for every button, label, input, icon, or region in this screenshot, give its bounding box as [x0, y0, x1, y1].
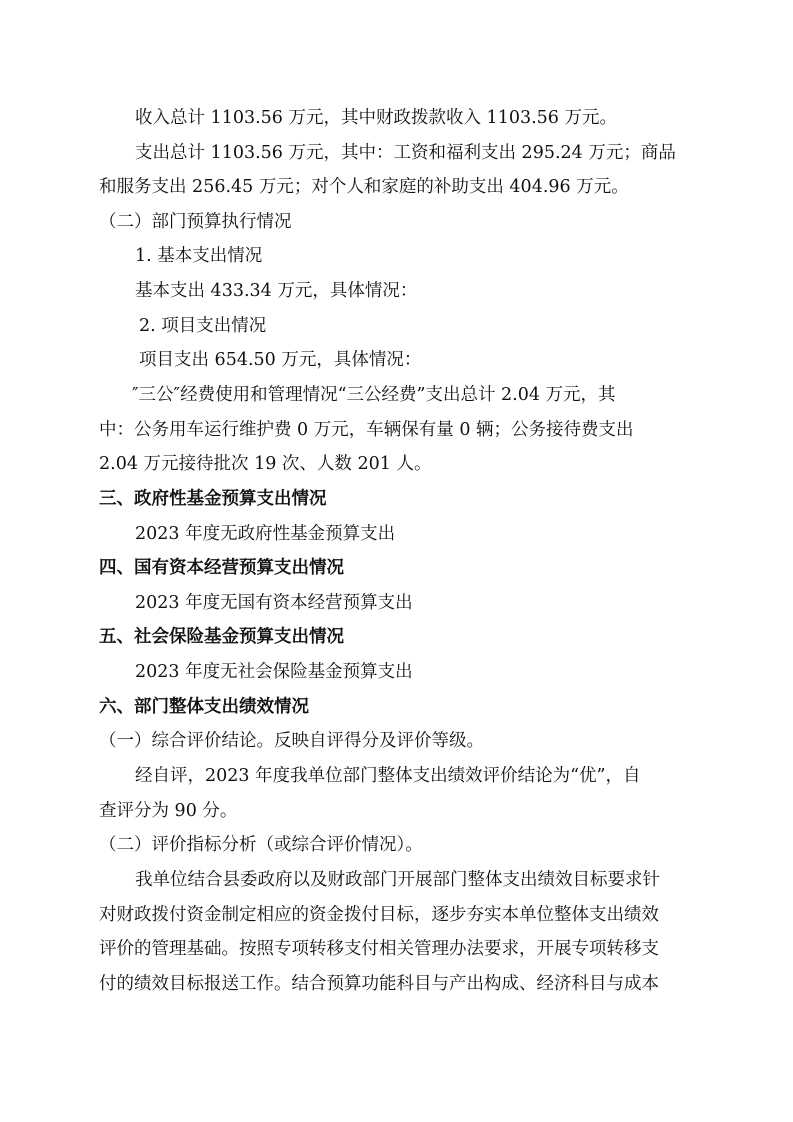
paragraph-line: 中：公务用车运行维护费 0 万元，车辆保有量 0 辆；公务接待费支出 — [99, 420, 634, 440]
paragraph-line: 我单位结合县委政府以及财政部门开展部门整体支出绩效目标要求针 — [135, 870, 660, 890]
paragraph-line: 经自评，2023 年度我单位部门整体支出绩效评价结论为“优”，自 — [135, 766, 641, 786]
subheading: 1. 基本支出情况 — [135, 246, 263, 266]
paragraph-line: 支出总计 1103.56 万元，其中：工资和福利支出 295.24 万元；商品 — [135, 143, 676, 163]
subheading: （二）部门预算执行情况 — [99, 212, 292, 232]
subheading: （二）评价指标分析（或综合评价情况）。 — [99, 835, 423, 855]
paragraph-line: ″三公″经费使用和管理情况“三公经费”支出总计 2.04 万元，其 — [132, 385, 616, 405]
paragraph-line: 2023 年度无国有资本经营预算支出 — [135, 593, 413, 613]
subheading: 2. 项目支出情况 — [139, 316, 267, 336]
section-heading: 三、政府性基金预算支出情况 — [99, 489, 327, 509]
subheading: （一）综合评价结论。反映自评得分及评价等级。 — [99, 731, 484, 751]
section-heading: 六、部门整体支出绩效情况 — [99, 697, 309, 717]
paragraph-line: 基本支出 433.34 万元，具体情况： — [135, 281, 418, 301]
paragraph-line: 2023 年度无政府性基金预算支出 — [135, 524, 396, 544]
paragraph-line: 评价的管理基础。按照专项转移支付相关管理办法要求，开展专项转移支 — [99, 939, 659, 959]
paragraph-line: 2.04 万元接待批次 19 次、人数 201 人。 — [99, 454, 432, 474]
section-heading: 五、社会保险基金预算支出情况 — [99, 627, 344, 647]
paragraph-line: 和服务支出 256.45 万元；对个人和家庭的补助支出 404.96 万元。 — [99, 177, 629, 197]
paragraph-line: 查评分为 90 分。 — [99, 801, 238, 821]
paragraph-line: 项目支出 654.50 万元，具体情况： — [139, 350, 422, 370]
section-heading: 四、国有资本经营预算支出情况 — [99, 558, 344, 578]
paragraph-line: 对财政拨付资金制定相应的资金拨付目标，逐步夯实本单位整体支出绩效 — [99, 905, 659, 925]
paragraph-line: 收入总计 1103.56 万元，其中财政拨款收入 1103.56 万元。 — [135, 108, 617, 128]
paragraph-line: 付的绩效目标报送工作。结合预算功能科目与产出构成、经济科目与成本 — [99, 974, 659, 994]
paragraph-line: 2023 年度无社会保险基金预算支出 — [135, 662, 413, 682]
